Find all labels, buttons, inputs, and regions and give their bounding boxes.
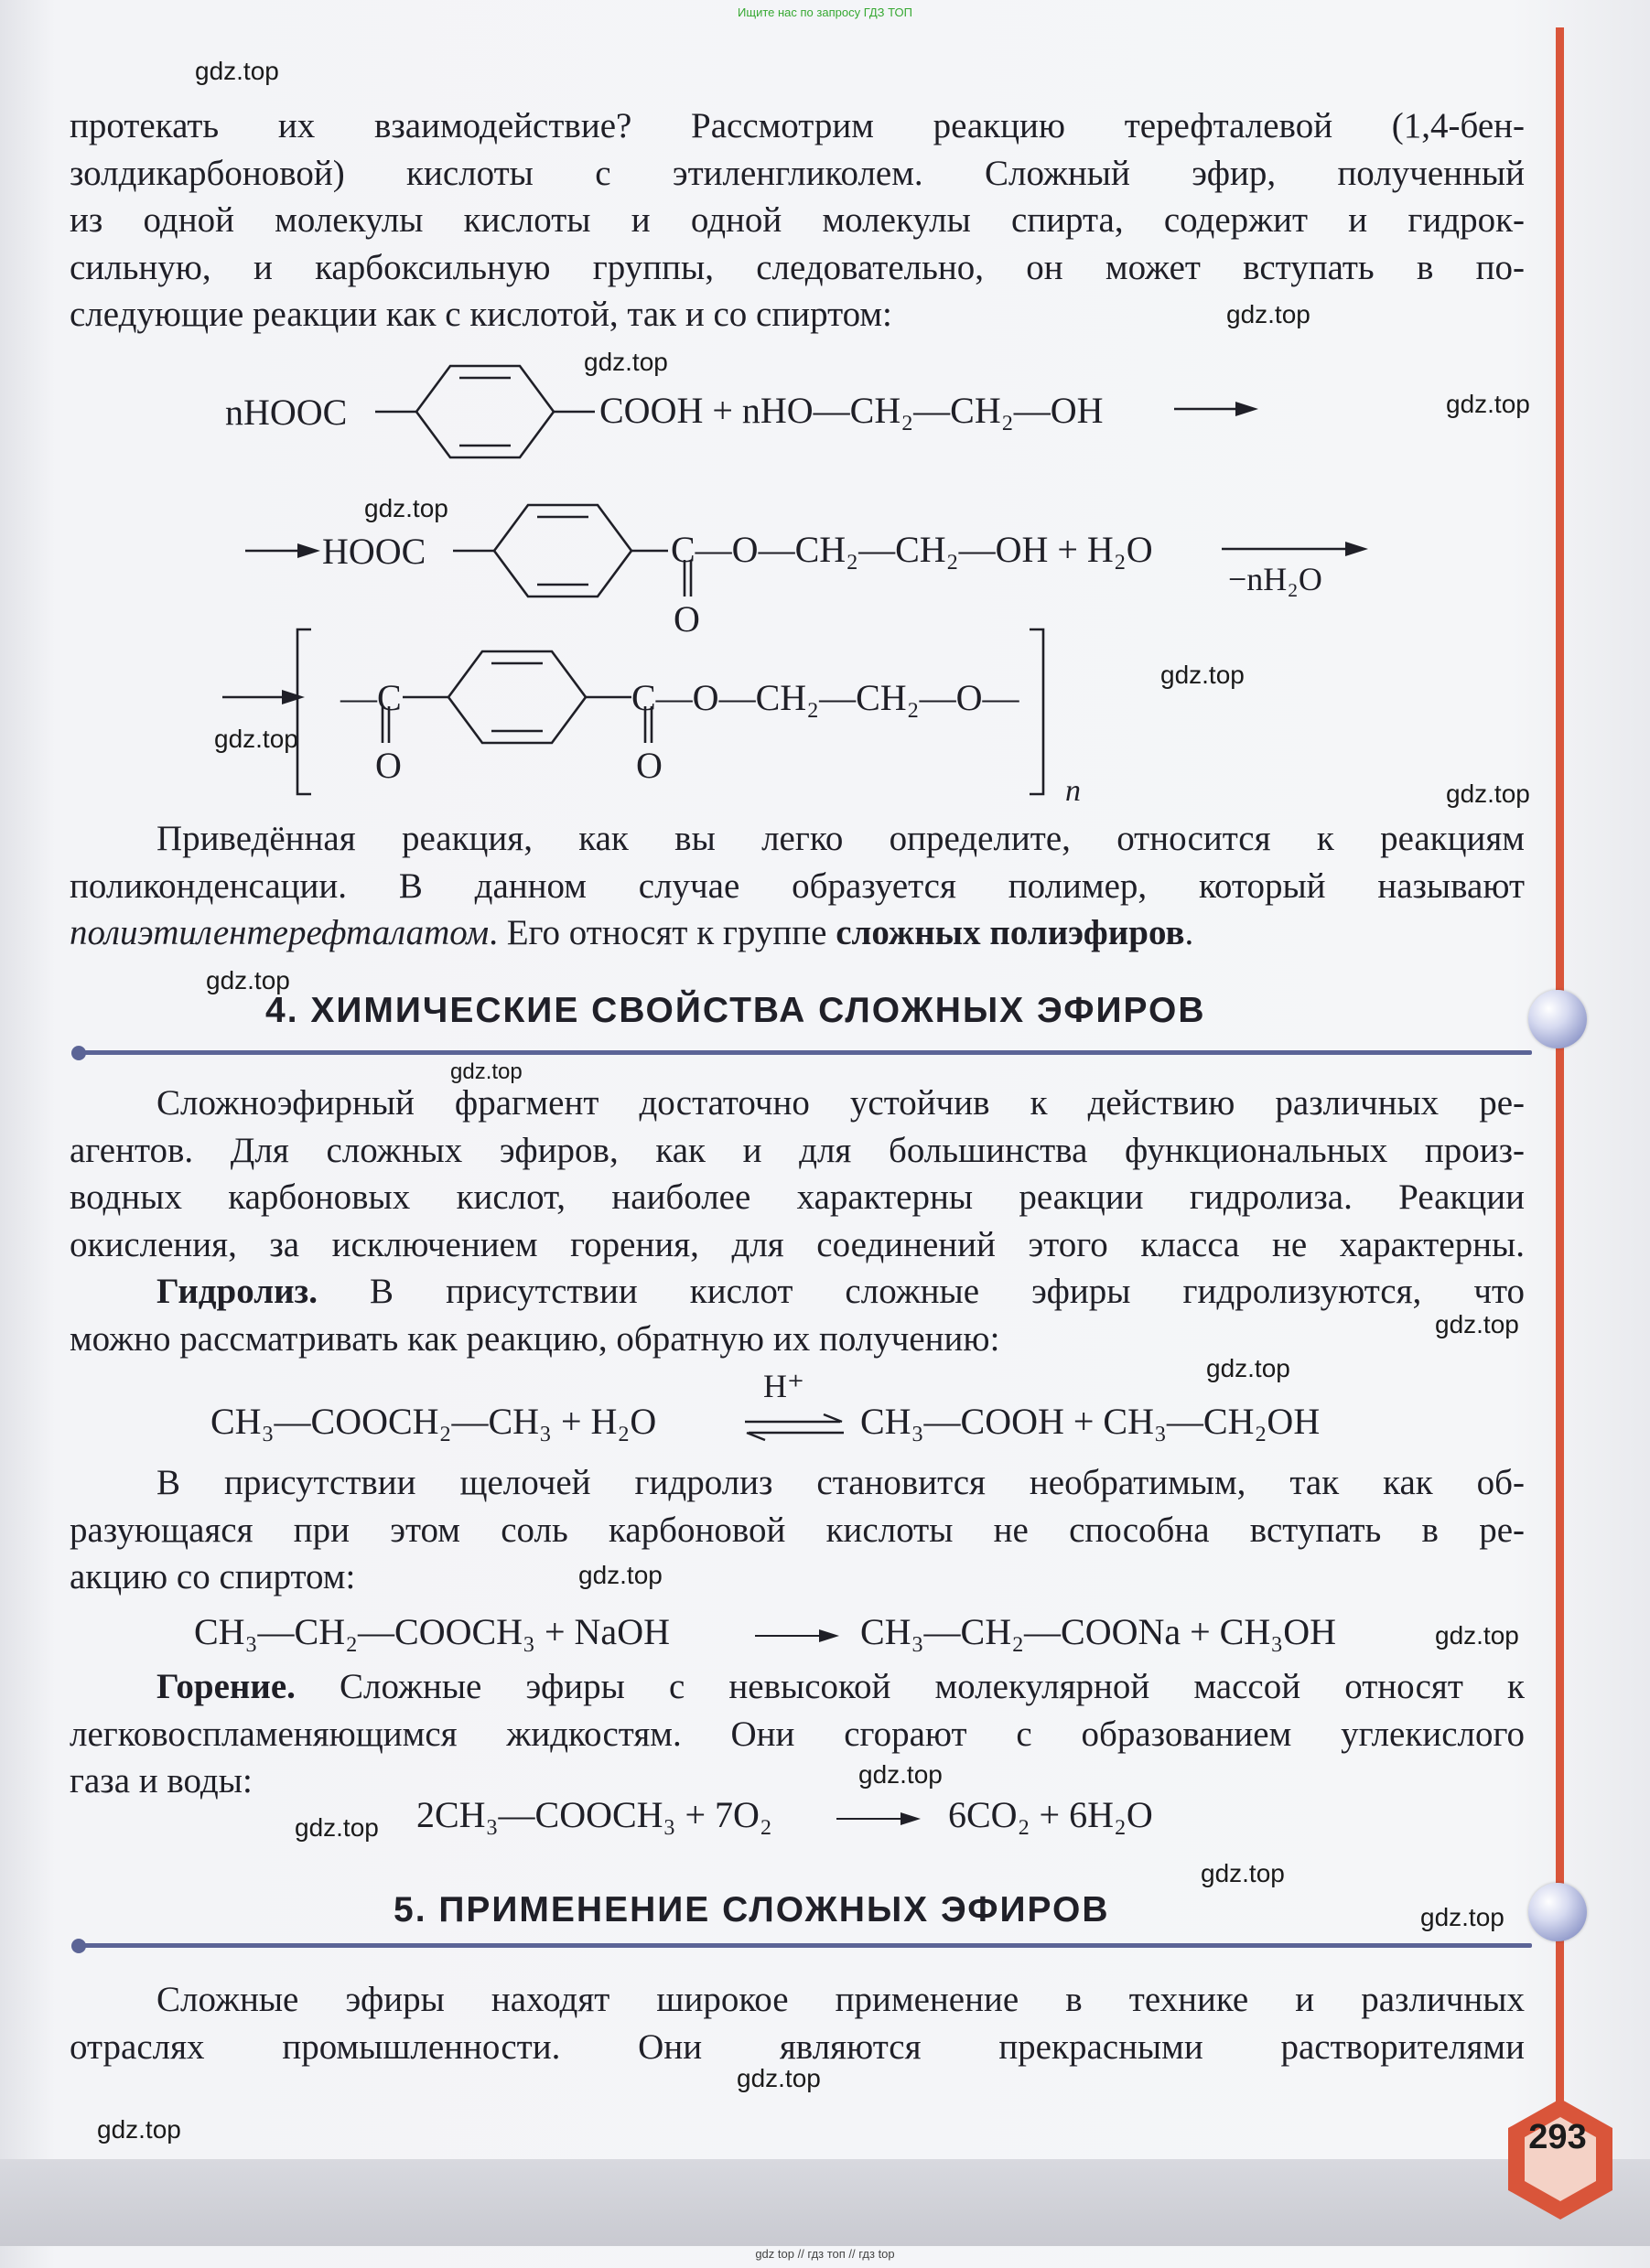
reaction3-oxygen: O	[636, 745, 663, 786]
term-bold: Горение.	[156, 1667, 296, 1706]
text-line: легковоспламеняющимся жидкостям. Они сгорают с образованием углекислого	[70, 1714, 1525, 1754]
text-line: полиэтилентерефталатом. Его относят к группе сложных полиэфиров.	[70, 913, 1194, 952]
text-line: В присутствии щелочей гидролиз становится необратимым, так как об-	[156, 1463, 1525, 1502]
reaction1-left: nHOOC	[225, 392, 348, 433]
reaction2-left: HOOC	[322, 531, 426, 572]
footer-note: gdz top // гдз топ // гдз top	[755, 2247, 895, 2261]
page-number: 293	[1528, 2118, 1587, 2156]
section-heading: 4. ХИМИЧЕСКИЕ СВОЙСТВА СЛОЖНЫХ ЭФИРОВ	[265, 991, 1206, 1030]
text-line: из одной молекулы кислоты и одной молекулы спирта, содержит и гидрок-	[70, 200, 1525, 240]
reaction2-ester: C—O—CH₂—CH₂—OH + H₂O	[671, 529, 1153, 570]
term-bold: Гидролиз.	[156, 1272, 318, 1311]
watermark: gdz.top	[578, 1561, 663, 1589]
header-note: Ищите нас по запросу ГДЗ ТОП	[738, 5, 912, 19]
watermark: gdz.top	[1420, 1903, 1504, 1931]
watermark: gdz.top	[1206, 1354, 1290, 1382]
watermark: gdz.top	[214, 725, 298, 753]
watermark: gdz.top	[364, 494, 448, 522]
combustion-paragraph	[70, 1663, 1525, 1805]
reaction3-oxygen: O	[375, 745, 402, 786]
equation-alkaline-left: CH₃—CH₂—COOCH₃ + NaOH	[194, 1611, 670, 1652]
arrow-right-icon	[836, 1793, 921, 1836]
text-line: Сложноэфирный фрагмент достаточно устойчив к действию различных ре-	[156, 1083, 1525, 1123]
equation-hydrolysis-left: CH₃—COOCH₂—CH₃ + H₂O	[210, 1401, 657, 1442]
text-line: водных карбоновых кислот, наиболее характерны реакции гидролиза. Реакции	[70, 1177, 1525, 1217]
page-number-badge	[1501, 2095, 1620, 2223]
margin-line	[1556, 27, 1564, 2159]
text-line: можно рассматривать как реакцию, обратную их получению:	[70, 1318, 1000, 1359]
decorative-ball	[1528, 990, 1587, 1048]
watermark: gdz.top	[1160, 661, 1245, 689]
reaction2-condition: −nH₂O	[1228, 561, 1322, 597]
intro-paragraph	[70, 102, 1525, 339]
decorative-ball	[1528, 1883, 1587, 1941]
arrow-right-icon	[755, 1610, 839, 1653]
equation-hydrolysis-right: CH₃—COOH + CH₃—CH₂OH	[860, 1401, 1321, 1442]
reaction2-oxygen: O	[674, 598, 700, 640]
equation-hydrolysis-catalyst: H⁺	[763, 1368, 804, 1404]
watermark: gdz.top	[450, 1059, 523, 1084]
term-bold: сложных полиэфиров	[836, 913, 1185, 952]
equilibrium-arrow-icon	[743, 1413, 846, 1441]
watermark: gdz.top	[206, 966, 290, 994]
reaction3-ester: C—O—CH₂—CH₂—O—	[631, 677, 1019, 718]
text-line: поликонденсации. В данном случае образуется полимер, который называют	[70, 865, 1525, 906]
text-line: разующаяся при этом соль карбоновой кислоты не способна вступать в ре-	[70, 1510, 1525, 1550]
reaction-scheme	[0, 348, 1556, 805]
text-line: сильную, и карбоксильную группы, следовательно, он может вступать в по-	[70, 247, 1525, 287]
watermark: gdz.top	[295, 1813, 379, 1842]
watermark: gdz.top	[1226, 300, 1310, 328]
equation-combustion-right: 6CO₂ + 6H₂O	[948, 1794, 1153, 1835]
watermark: gdz.top	[584, 348, 668, 376]
text-line: окисления, за исключением горения, для соединений этого класса не характерны.	[70, 1224, 1525, 1264]
watermark: gdz.top	[1435, 1621, 1519, 1650]
text-line: Горение. Сложные эфиры с невысокой молекулярной массой относят к	[156, 1667, 1525, 1706]
polymer-paragraph	[70, 815, 1525, 957]
section-heading: 5. ПРИМЕНЕНИЕ СЛОЖНЫХ ЭФИРОВ	[394, 1890, 1110, 1929]
equation-alkaline-right: CH₃—CH₂—COONa + CH₃OH	[860, 1611, 1336, 1652]
text-line: Приведённая реакция, как вы легко определите, относится к реакциям	[156, 819, 1525, 858]
watermark: gdz.top	[858, 1760, 943, 1789]
section-rule	[77, 1050, 1532, 1055]
section-rule	[77, 1943, 1532, 1948]
watermark: gdz.top	[1446, 779, 1530, 808]
page-bottom-edge	[0, 2159, 1650, 2246]
watermark: gdz.top	[1435, 1310, 1519, 1338]
watermark: gdz.top	[1201, 1859, 1285, 1887]
text-line: Гидролиз. В присутствии кислот сложные эфиры гидролизуются, что	[156, 1272, 1525, 1311]
text-line: акцию со спиртом:	[70, 1557, 356, 1596]
text-line: отраслях промышленности. Они являются прекрасными растворителями	[70, 2026, 1525, 2067]
watermark: gdz.top	[195, 57, 279, 85]
watermark: gdz.top	[1446, 390, 1530, 418]
reaction3-left: —C	[340, 677, 402, 718]
alkaline-paragraph	[70, 1459, 1525, 1601]
text-line: Сложные эфиры находят широкое применение в технике и различных	[156, 1980, 1525, 2019]
section4-paragraph	[70, 1080, 1525, 1362]
text-line: следующие реакции как с кислотой, так и со спиртом:	[70, 295, 892, 334]
text-line: протекать их взаимодействие? Рассмотрим реакцию терефталевой (1,4-бен-	[70, 106, 1525, 145]
section5-paragraph	[70, 1976, 1525, 2070]
term-italic: полиэтилентерефталатом	[70, 913, 490, 952]
reaction3-subscript-n: n	[1065, 774, 1081, 805]
text-line: газа и воды:	[70, 1761, 253, 1800]
equation-combustion-left: 2CH₃—COOCH₃ + 7O₂	[416, 1794, 772, 1835]
watermark: gdz.top	[97, 2115, 181, 2144]
text-line: агентов. Для сложных эфиров, как и для большинства функциональных произ-	[70, 1130, 1525, 1170]
watermark: gdz.top	[737, 2064, 821, 2092]
reaction1-right: COOH + nHO—CH₂—CH₂—OH	[599, 390, 1104, 431]
text-line: золдикарбоновой) кислоты с этиленгликолем. Сложный эфир, полученный	[70, 153, 1525, 193]
